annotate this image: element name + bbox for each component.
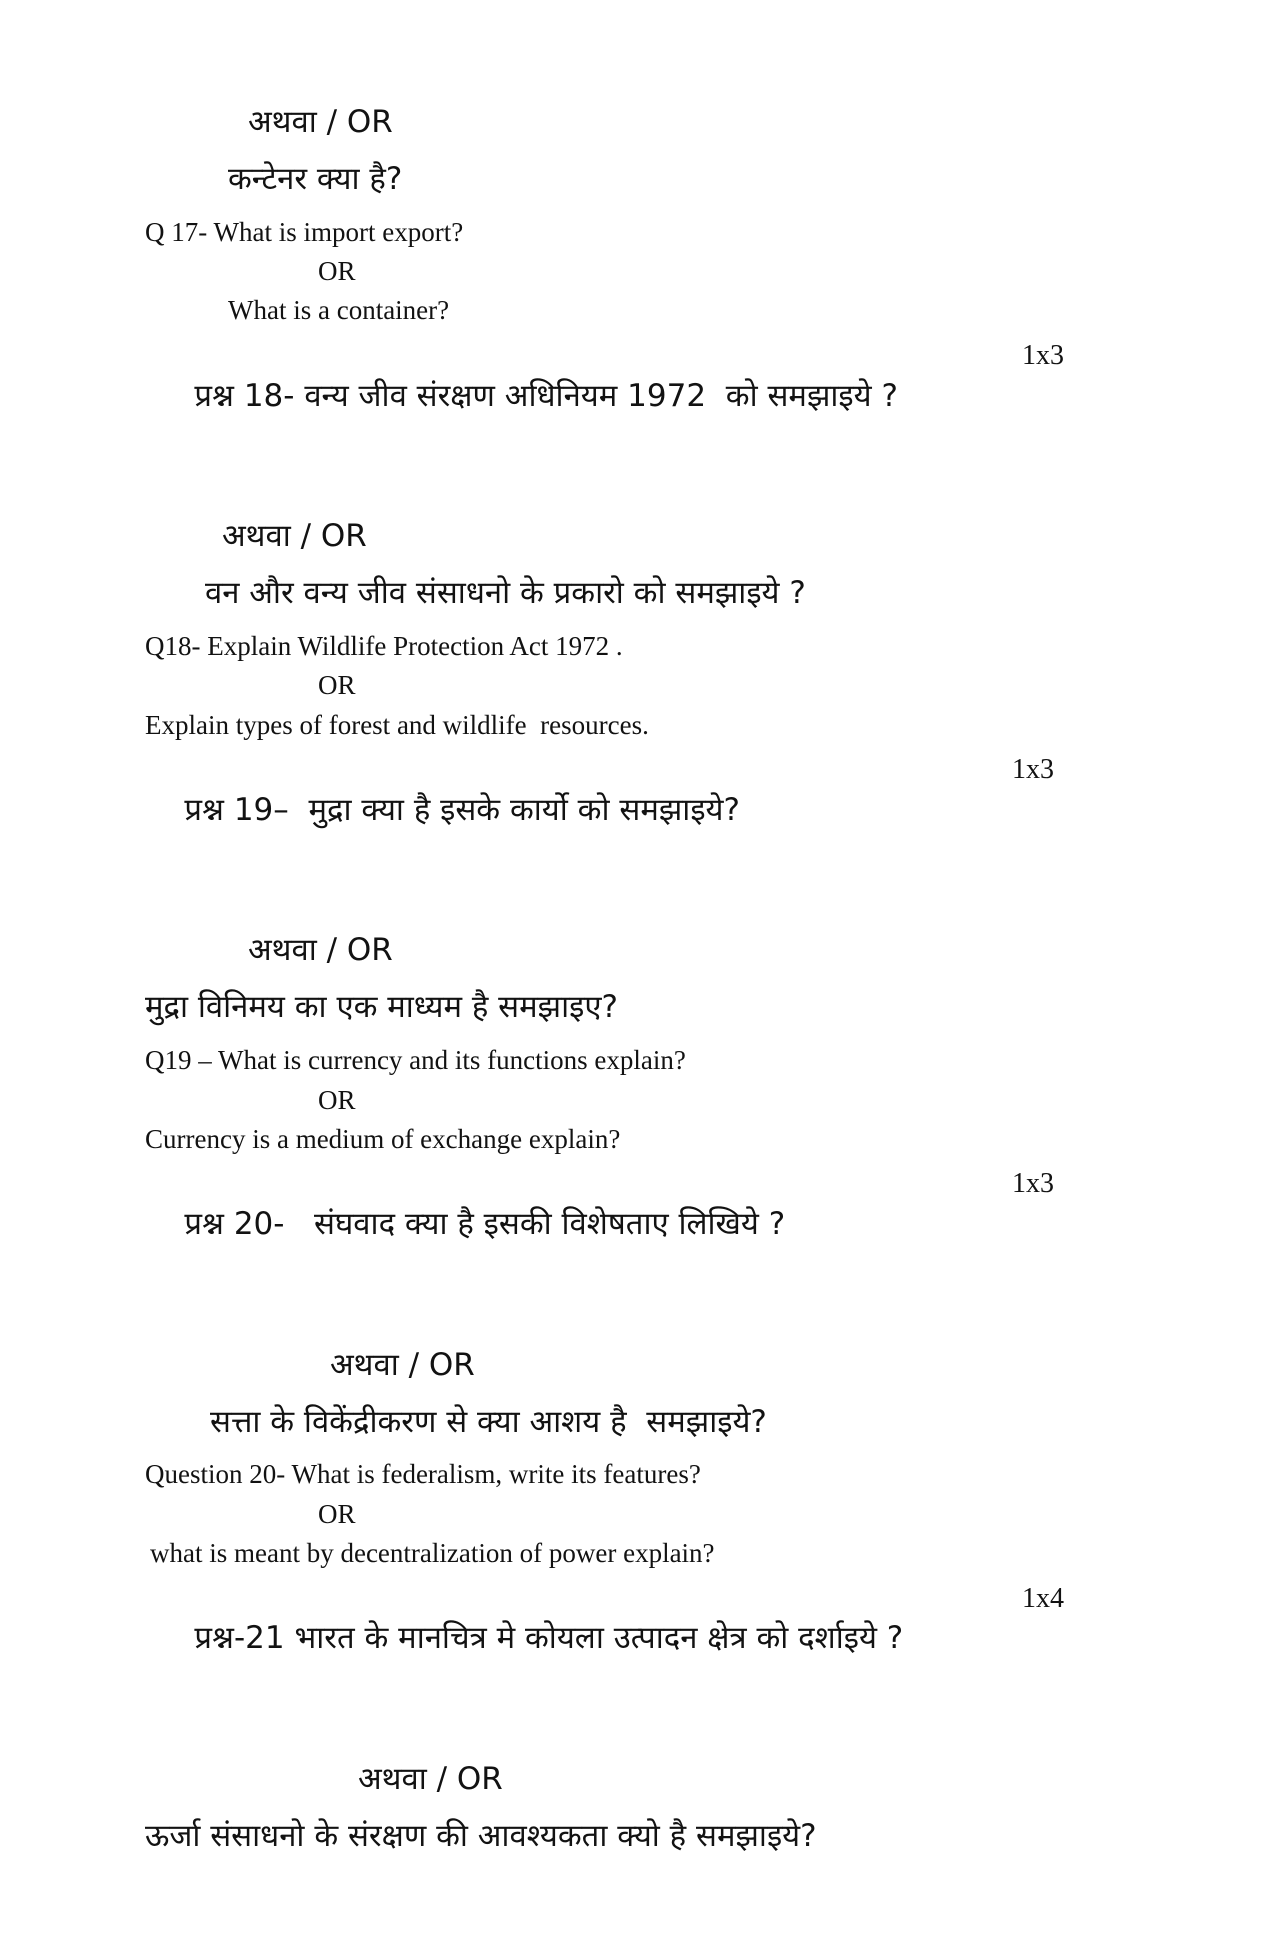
question-19-english-alt: Currency is a medium of exchange explain? — [145, 1123, 621, 1154]
question-20-text: प्रश्न 20- संघवाद क्या है इसकी विशेषताए लिखिये ? — [184, 1206, 786, 1243]
or-divider-q17-english: OR — [318, 256, 356, 287]
question-20-hindi-alt: सत्ता के विकेंद्रीकरण से क्या आशय है समझाइये? — [210, 1403, 767, 1440]
marks-label-q19: 1x3 — [1012, 754, 1054, 786]
question-20-english-alt: what is meant by decentralization of power explain? — [150, 1538, 715, 1569]
question-17-english: Q 17- What is import export? — [145, 216, 464, 247]
question-19-hindi-alt: मुद्रा विनिमय का एक माध्यम है समझाइए? — [145, 989, 618, 1026]
or-divider-q20: अथवा / OR — [330, 1346, 475, 1383]
marks-label-q20: 1x3 — [1012, 1168, 1054, 1200]
or-divider-q18: अथवा / OR — [222, 518, 367, 555]
or-divider-q19-english: OR — [318, 1084, 356, 1115]
question-18-english-alt: Explain types of forest and wildlife resources. — [145, 709, 649, 740]
question-17-hindi-alt: कन्टेनर क्या है? — [228, 160, 403, 197]
question-18-text: प्रश्न 18- वन्य जीव संरक्षण अधिनियम 1972 को समझाइये ? — [194, 377, 898, 414]
marks-label-q21: 1x4 — [1022, 1582, 1064, 1614]
question-18-hindi — [155, 334, 1175, 501]
question-18-hindi-alt: वन और वन्य जीव संसाधनो के प्रकारो को समझाइये ? — [205, 575, 806, 612]
question-19-text: प्रश्न 19– मुद्रा क्या है इसके कार्यो को समझाइये? — [184, 791, 740, 828]
question-18-english: Q18- Explain Wildlife Protection Act 1972 . — [145, 630, 623, 661]
question-21-text: प्रश्न-21 भारत के मानचित्र मे कोयला उत्पादन क्षेत्र को दर्शाइये ? — [194, 1620, 904, 1657]
or-divider-q17: अथवा / OR — [248, 104, 393, 140]
or-divider-q18-english: OR — [318, 670, 356, 701]
question-21-hindi — [155, 1577, 1175, 1744]
question-17-english-alt: What is a container? — [228, 295, 450, 326]
question-21-hindi-alt: ऊर्जा संसाधनो के संरक्षण की आवश्यकता क्यो है समझाइये? — [145, 1817, 817, 1854]
or-divider-q20-english: OR — [318, 1498, 356, 1529]
question-20-hindi — [145, 1162, 1175, 1329]
question-19-english: Q19 – What is currency and its functions explain? — [145, 1045, 686, 1076]
or-divider-q19: अथवा / OR — [248, 932, 393, 969]
question-20-english: Question 20- What is federalism, write its features? — [145, 1459, 701, 1490]
or-divider-q21: अथवा / OR — [358, 1760, 503, 1797]
question-19-hindi — [145, 748, 1175, 915]
marks-label-q18: 1x3 — [1022, 339, 1064, 371]
